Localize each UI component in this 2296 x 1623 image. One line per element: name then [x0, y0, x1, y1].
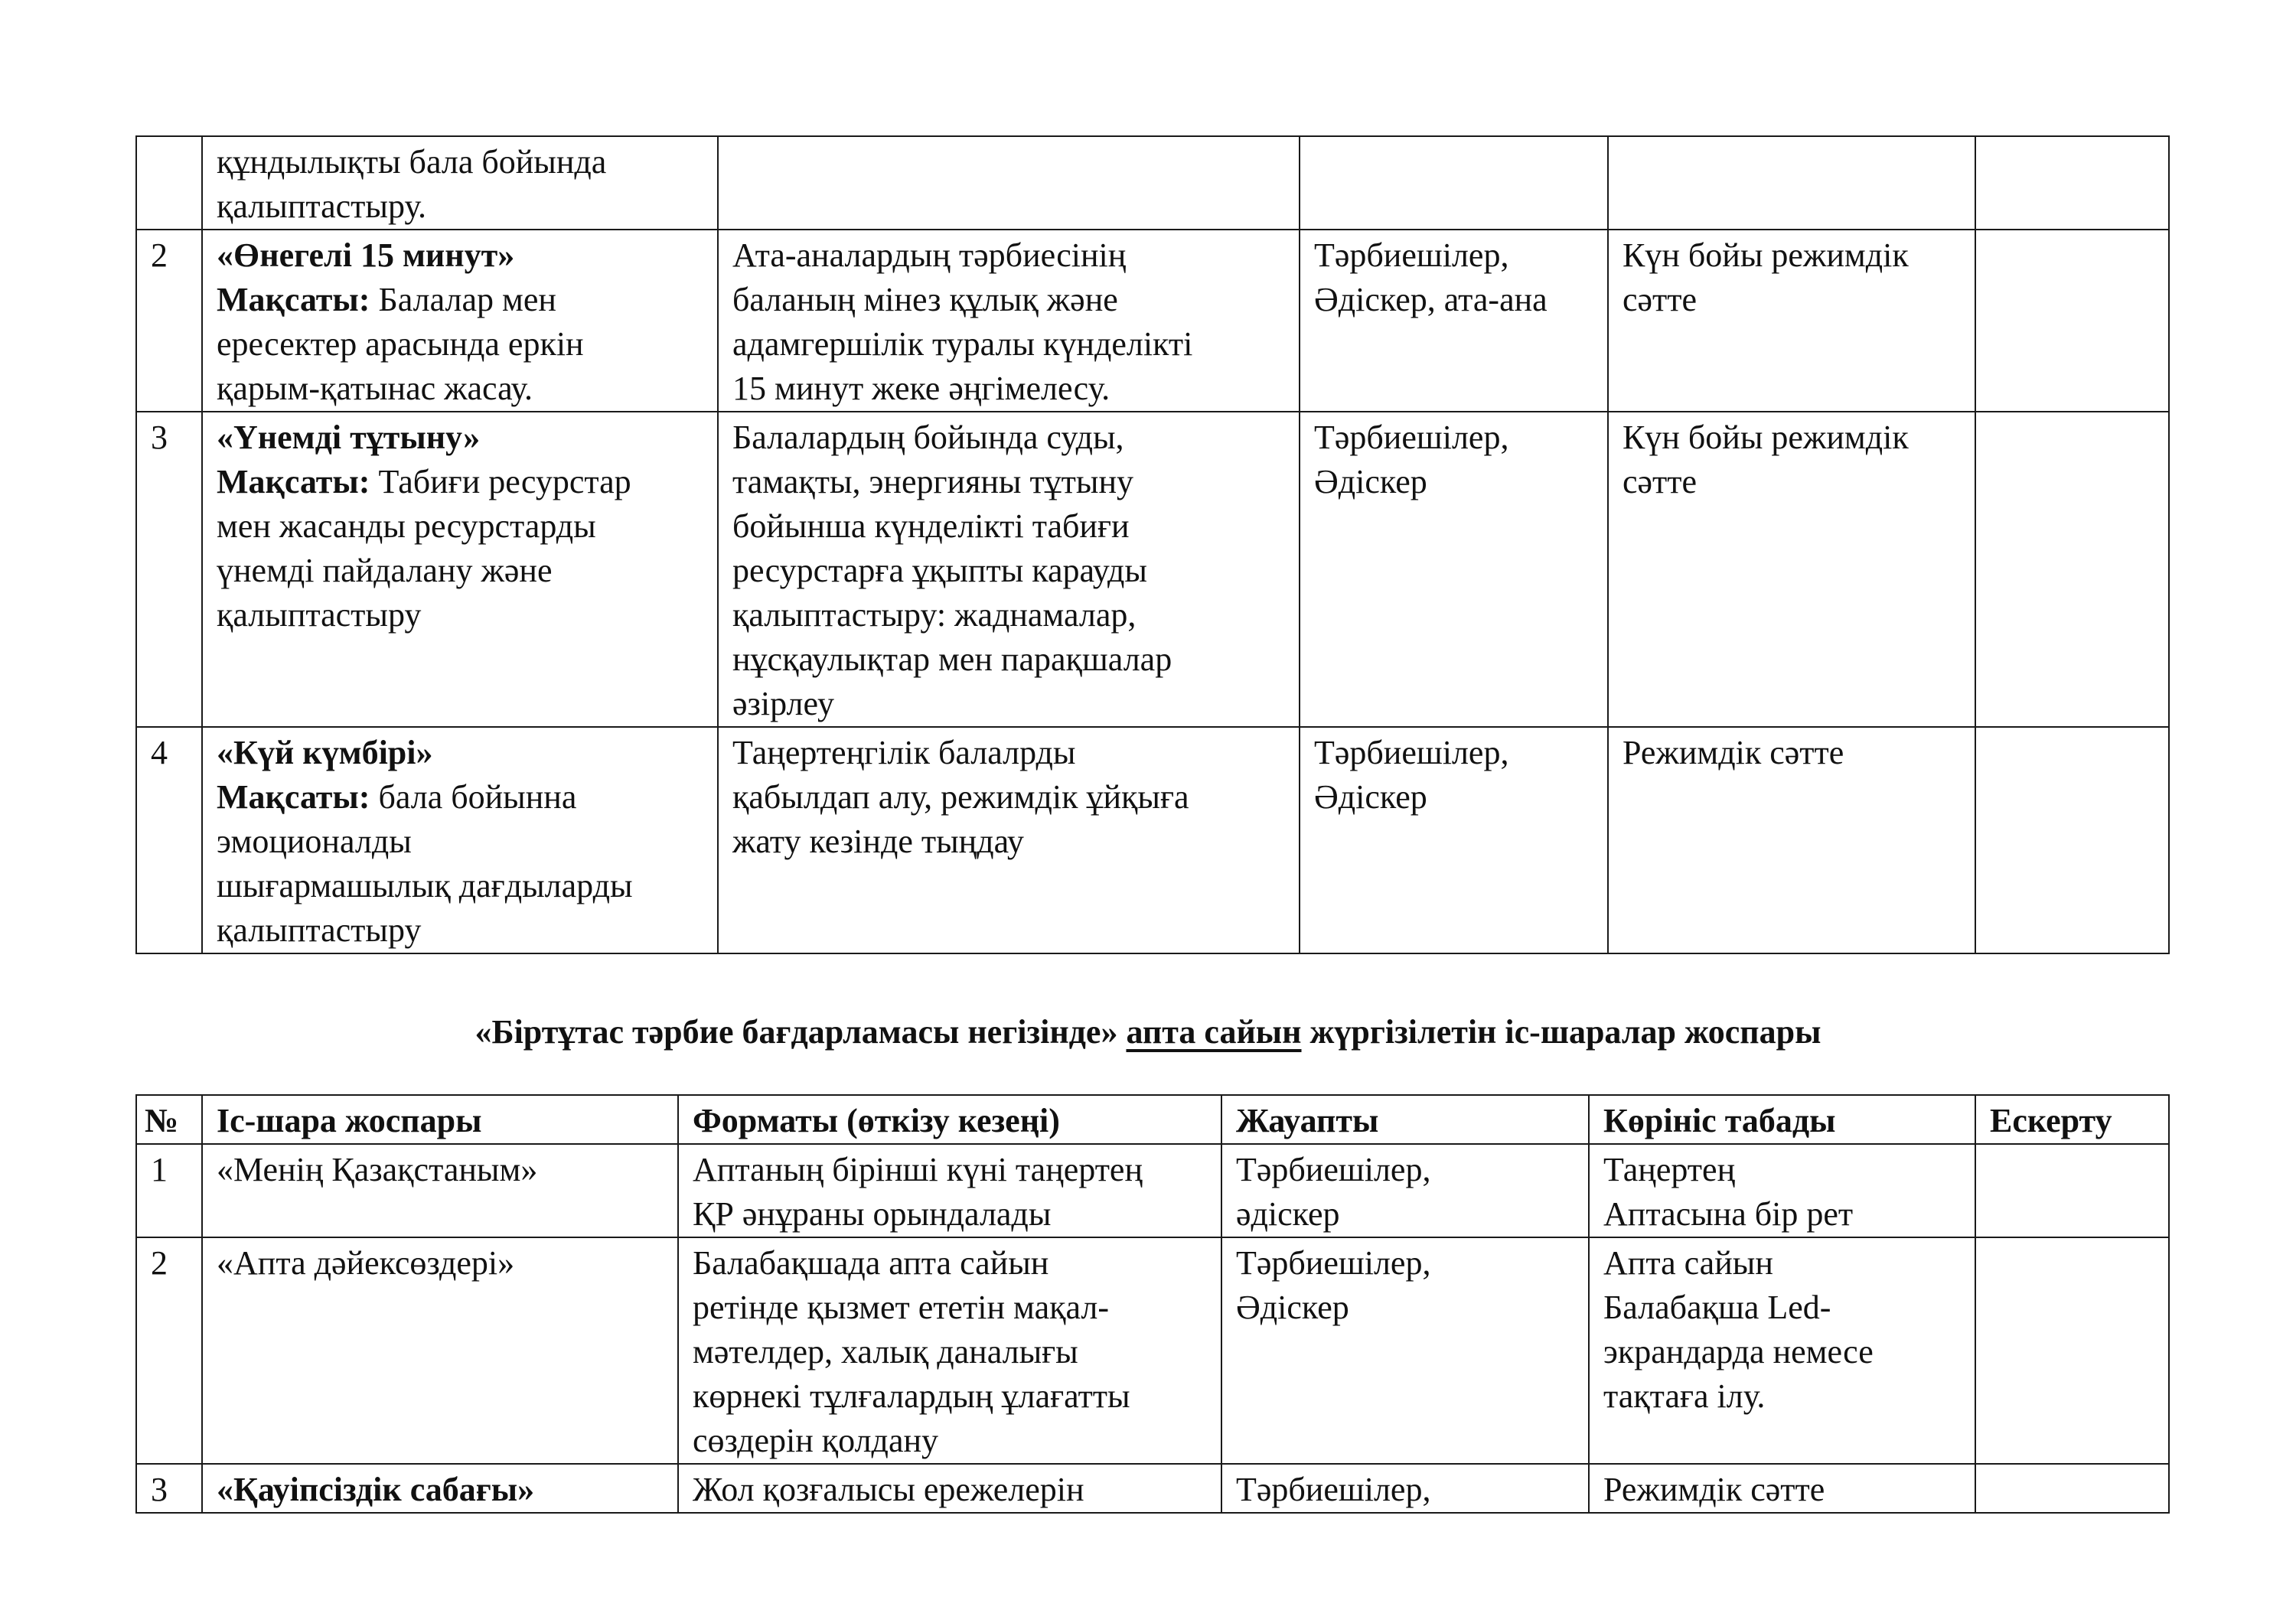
timing-text: Күн бойы режимдік: [1623, 236, 1909, 274]
goal-text: қарым-қатынас жасау.: [217, 370, 533, 407]
daily-activities-table: [135, 135, 2170, 954]
section-title: [0, 1010, 2296, 1054]
goal-text: бала бойынна: [370, 778, 577, 816]
row-number: 3: [136, 412, 202, 727]
responsible-text: әдіскер: [1236, 1195, 1340, 1233]
timing-text: Күн бойы режимдік: [1623, 419, 1909, 456]
header-event-plan: Іс-шара жоспары: [202, 1095, 678, 1144]
table-row: [136, 136, 2169, 230]
goal-label: Мақсаты:: [217, 463, 370, 500]
format-text: Жол қозғалысы ережелерін: [693, 1471, 1084, 1508]
goal-text: шығармашылық дағдыларды: [217, 867, 633, 904]
content-text: әзірлеу: [732, 685, 834, 722]
header-responsible: Жауапты: [1221, 1095, 1589, 1144]
table-row: [136, 1237, 2169, 1464]
timing-cell: [1608, 230, 1975, 412]
event-cell: «Қауіпсіздік сабағы»: [202, 1464, 678, 1513]
content-text: қалыптастыру: жаднамалар,: [732, 596, 1137, 634]
activity-title: «Өнегелі 15 минут»: [217, 236, 515, 274]
event-cell: «Менің Қазақстаным»: [202, 1144, 678, 1237]
timing-cell: [1608, 136, 1975, 230]
responsible-text: Тәрбиешілер,: [1314, 236, 1509, 274]
format-text: көрнекі тұлғалардың ұлағатты: [693, 1377, 1130, 1415]
responsible-text: Тәрбиешілер,: [1314, 734, 1509, 771]
format-cell: [678, 1237, 1221, 1464]
format-text: Аптаның бірінші күні таңертең: [693, 1151, 1143, 1188]
goal-text: эмоционалды: [217, 823, 412, 860]
header-number: №: [136, 1095, 202, 1144]
content-cell: [718, 230, 1300, 412]
table-row: [136, 727, 2169, 953]
content-text: Таңертеңгілік балалрды: [732, 734, 1076, 771]
responsible-text: Тәрбиешілер,: [1236, 1244, 1431, 1282]
table-row: [136, 1144, 2169, 1237]
responsible-cell: [1300, 136, 1608, 230]
responsible-cell: [1221, 1144, 1589, 1237]
reflected-text: Балабақша Led-: [1603, 1289, 1831, 1326]
goal-text: қалыптастыру: [217, 596, 422, 634]
table-row: [136, 412, 2169, 727]
activity-plan-cell: [202, 230, 718, 412]
content-cell: [718, 412, 1300, 727]
goal-text: қалыптастыру: [217, 911, 422, 949]
row-number: 2: [136, 1237, 202, 1464]
content-text: 15 минут жеке әңгімелесу.: [732, 370, 1110, 407]
note-cell: [1975, 1237, 2169, 1464]
activity-title: «Күй күмбірі»: [217, 734, 433, 771]
activity-plan-cell: [202, 136, 718, 230]
responsible-text: Тәрбиешілер,: [1236, 1151, 1431, 1188]
format-cell: [678, 1144, 1221, 1237]
note-cell: [1975, 1464, 2169, 1513]
plan-text: құндылықты бала бойында: [217, 143, 607, 181]
format-text: Балабақшада апта сайын: [693, 1244, 1049, 1282]
responsible-text: Әдіскер: [1314, 778, 1427, 816]
timing-cell: [1608, 412, 1975, 727]
format-text: мәтелдер, халық даналығы: [693, 1333, 1078, 1370]
reflected-text: Аптасына бір рет: [1603, 1195, 1854, 1233]
format-text: ҚР әнұраны орындалады: [693, 1195, 1052, 1233]
goal-text: үнемді пайдалану және: [217, 552, 553, 589]
content-text: жату кезінде тыңдау: [732, 823, 1024, 860]
responsible-cell: [1221, 1237, 1589, 1464]
row-number: 1: [136, 1144, 202, 1237]
goal-text: ересектер арасында еркін: [217, 325, 584, 363]
timing-cell: [1608, 727, 1975, 953]
row-number: [136, 136, 202, 230]
content-text: адамгершілік туралы күнделікті: [732, 325, 1193, 363]
responsible-cell: [1300, 230, 1608, 412]
plan-text: қалыптастыру.: [217, 187, 426, 225]
section-title-text: жүргізілетін іс-шаралар жоспары: [1301, 1013, 1821, 1051]
responsible-cell: [1221, 1464, 1589, 1513]
header-reflected: Көрініс табады: [1589, 1095, 1975, 1144]
format-text: сөздерін қолдану: [693, 1422, 939, 1459]
table-header-row: [136, 1095, 2169, 1144]
reflected-cell: [1589, 1464, 1975, 1513]
content-text: Балалардың бойында суды,: [732, 419, 1124, 456]
reflected-text: Апта сайын: [1603, 1244, 1773, 1282]
timing-text: Режимдік сәтте: [1623, 734, 1844, 771]
activity-plan-cell: [202, 412, 718, 727]
reflected-cell: [1589, 1144, 1975, 1237]
content-text: Ата-аналардың тәрбиесінің: [732, 236, 1127, 274]
responsible-text: Әдіскер, ата-ана: [1314, 281, 1548, 318]
note-cell: [1975, 727, 2169, 953]
timing-text: сәтте: [1623, 463, 1698, 500]
row-number: 4: [136, 727, 202, 953]
responsible-text: Тәрбиешілер,: [1236, 1471, 1431, 1508]
reflected-cell: [1589, 1237, 1975, 1464]
content-text: ресурстарға ұқыпты карауды: [732, 552, 1147, 589]
reflected-text: Режимдік сәтте: [1603, 1471, 1825, 1508]
header-note: Ескерту: [1975, 1095, 2169, 1144]
section-title-text: «Біртұтас тәрбие бағдарламасы негізінде»: [475, 1013, 1127, 1051]
content-cell: [718, 727, 1300, 953]
content-text: баланың мінез құлық және: [732, 281, 1118, 318]
reflected-text: тақтаға ілу.: [1603, 1377, 1766, 1415]
table-row: [136, 230, 2169, 412]
note-cell: [1975, 136, 2169, 230]
activity-title: «Үнемді тұтыну»: [217, 419, 481, 456]
content-text: бойынша күнделікті табиғи: [732, 507, 1130, 545]
reflected-text: Таңертең: [1603, 1151, 1736, 1188]
responsible-text: Тәрбиешілер,: [1314, 419, 1509, 456]
goal-text: Балалар мен: [370, 281, 556, 318]
reflected-text: экрандарда немесе: [1603, 1333, 1874, 1370]
row-number: 2: [136, 230, 202, 412]
goal-text: мен жасанды ресурстарды: [217, 507, 596, 545]
section-title-underlined: апта сайын: [1126, 1013, 1302, 1051]
content-text: нұсқаулықтар мен парақшалар: [732, 640, 1172, 678]
header-format: Форматы (өткізу кезеңі): [678, 1095, 1221, 1144]
note-cell: [1975, 412, 2169, 727]
content-cell: [718, 136, 1300, 230]
content-text: тамақты, энергияны тұтыну: [732, 463, 1134, 500]
format-text: ретінде қызмет ететін мақал-: [693, 1289, 1110, 1326]
format-cell: [678, 1464, 1221, 1513]
timing-text: сәтте: [1623, 281, 1698, 318]
responsible-text: Әдіскер: [1314, 463, 1427, 500]
note-cell: [1975, 1144, 2169, 1237]
goal-label: Мақсаты:: [217, 778, 370, 816]
content-text: қабылдап алу, режимдік ұйқыға: [732, 778, 1189, 816]
row-number: 3: [136, 1464, 202, 1513]
weekly-activities-table: [135, 1094, 2170, 1514]
note-cell: [1975, 230, 2169, 412]
activity-plan-cell: [202, 727, 718, 953]
event-cell: «Апта дәйексөздері»: [202, 1237, 678, 1464]
goal-label: Мақсаты:: [217, 281, 370, 318]
responsible-cell: [1300, 412, 1608, 727]
table-row: [136, 1464, 2169, 1513]
responsible-cell: [1300, 727, 1608, 953]
responsible-text: Әдіскер: [1236, 1289, 1349, 1326]
goal-text: Табиғи ресурстар: [370, 463, 631, 500]
